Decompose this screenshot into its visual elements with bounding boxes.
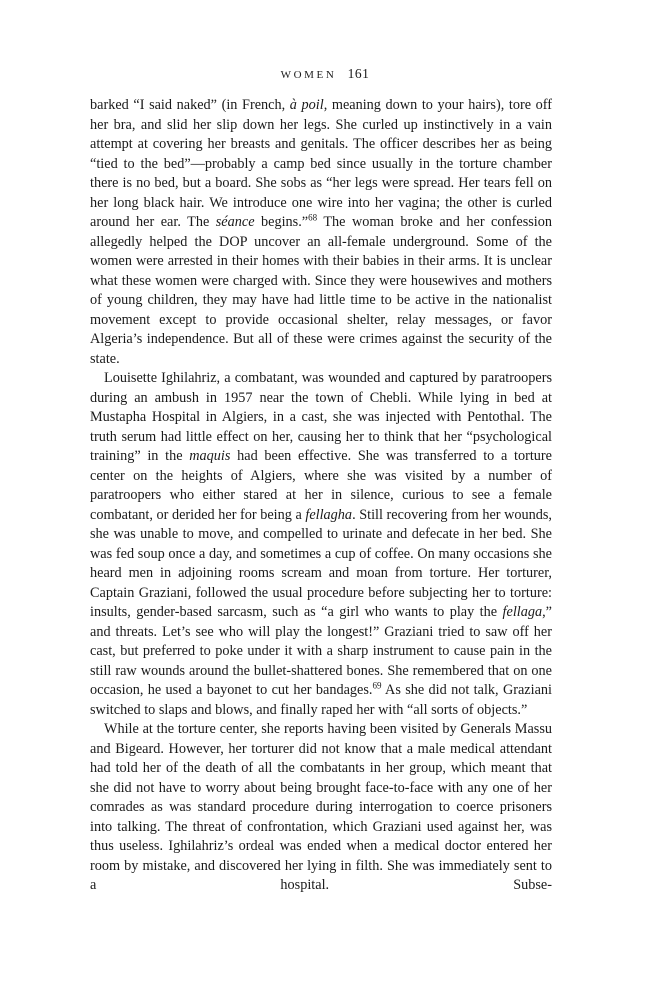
text-run: As she did not talk, Graziani switched to slaps and blows, and finally raped her with “all sorts of objects.” (90, 682, 552, 718)
text-run: , meaning down to your hairs), tore off her bra, and slid her slip down her legs. She curled up instinctively in a vain attempt at covering her breasts and genitals. The officer describes her as being “tied to the bed”—probably a camp bed since usually in the torture chamber there is no bed, but a board. She sobs as “her legs were spread. Her tears fell on her long black hair. We introduce one wire into her vagina; the other is curled around her ear. The (90, 97, 552, 230)
text-run: begins.” (254, 214, 309, 230)
page-number: 161 (347, 66, 370, 81)
text-run: The woman broke and her confession allegedly helped the DOP uncover an all-female underground. Some of the women were arrested in their homes with their babies in their arms. It is unclear what these women were charged with. Since they were housewives and mothers of young children, they may have had little time to be active in the nationalist movement except to provide occasional shelter, relay messages, or favor Algeria’s independence. But all of these were crimes against the security of the state. (90, 214, 552, 367)
text-run: barked “I said naked” (in French, (90, 97, 290, 113)
body-text (90, 96, 552, 896)
italic-text: fellagha (305, 506, 353, 523)
paragraph-3 (90, 720, 552, 896)
footnote-ref: 68 (308, 212, 318, 223)
italic-text: fellaga (502, 604, 543, 620)
running-head-title: WOMEN (280, 69, 337, 81)
footnote-ref: 69 (372, 680, 382, 691)
text-run: While at the torture center, she reports having been visited by Generals Massu and Bigeard. However, her torturer did not know that a male medical attendant had told her of the death of all the combatants in her group, which meant that she did not have to worry about being brought face-to-face with any one of her comrades as was standard procedure during interrogation to coerce prisoners into talking. The threat of confrontation, which Graziani used against her, was thus useless. Ighilahriz’s ordeal was ended when a medical doctor entered her room by mistake, and discovered her lying in filth. She was immediately sent to a hospital. Subse- (90, 721, 552, 893)
italic-text: séance (215, 214, 255, 230)
text-run: . Still recovering from her wounds, she was unable to move, and compelled to urinate and defecate in her bed. She was fed soup once a day, and sometimes a cup of coffee. On many occasions she heard men in adjoining rooms scream and moan from torture. Her torturer, Captain Graziani, followed the usual procedure before subjecting her to torture: insults, gender-based sarcasm, such as “a girl who wants to play the (90, 506, 552, 620)
running-head (0, 66, 650, 83)
text-run: Louisette Ighilahriz, a combatant, was wounded and captured by paratroopers during an ambush in 1957 near the town of Chebli. While lying in bed at Mustapha Hospital in Algiers, in a cast, she was injected with Pentothal. The truth serum had little effect on her, causing her to think that her “psychological training” in the (90, 370, 552, 464)
text-run: had been effective. She was transferred to a torture center on the heights of Algiers, where she was visited by a number of paratroopers who either stared at her in silence, curious to see a female combatant, or derided her for being a (90, 448, 552, 523)
text-run: ,” and threats. Let’s see who will play the longest!” Graziani tried to saw off her cast, but preferred to poke under it with a sharp instrument to cause pain in the still raw wounds around the bullet-shattered bones. She remembered that on one occasion, he used a bayonet to cut her bandages. (90, 604, 552, 698)
italic-text: maquis (189, 448, 231, 464)
paragraph-2 (90, 369, 552, 720)
paragraph-1 (90, 96, 552, 369)
italic-text: à poil (289, 97, 324, 113)
